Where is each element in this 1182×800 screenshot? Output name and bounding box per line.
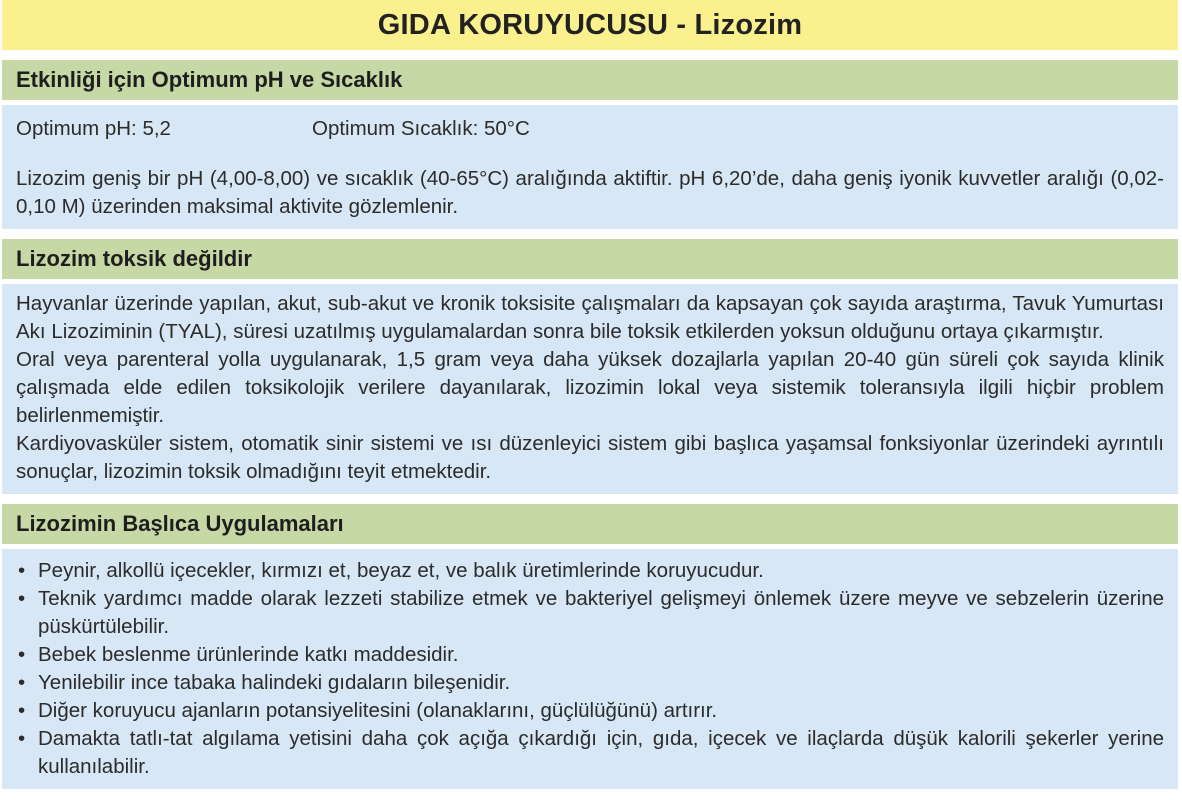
- section-heading-text: Lizozim toksik değildir: [16, 246, 252, 271]
- bullet-icon: •: [18, 727, 26, 750]
- page-title: GIDA KORUYUCUSU - Lizozim: [377, 8, 803, 41]
- section-heading-uygulamalar: [2, 504, 1178, 544]
- list-item: [16, 641, 1164, 669]
- list-item-text: Damakta tatlı-tat algılama yetisini daha çok açığa çıkardığı için, gıda, içecek ve ilaçlarda düşük kalorili şekerler yerine kullanılabilir.: [38, 727, 1164, 778]
- section-heading-text: Etkinliği için Optimum pH ve Sıcaklık: [16, 67, 403, 92]
- toksik-paragraph-2: Oral veya parenteral yolla uygulanarak, 1,5 gram veya daha yüksek dozajlarla yapılan 20-40 gün süreli çok sayıda klinik çalışmada elde edilen toksikolojik verilere dayanılarak, lizozimin lokal veya sistemik toleransıyla ilgili hiçbir problem belirlenmemiştir.: [16, 348, 1164, 427]
- section-heading-optimum: [2, 60, 1178, 100]
- section-content-uygulamalar: [2, 549, 1178, 789]
- section-heading-text: Lizozimin Başlıca Uygulamaları: [16, 511, 344, 536]
- toksik-paragraph-1: Hayvanlar üzerinde yapılan, akut, sub-akut ve kronik toksisite çalışmaları da kapsayan çok sayıda araştırma, Tavuk Yumurtası Akı Lizoziminin (TYAL), süresi uzatılmış uygulamalardan sonra bile toksik etkilerden yoksun olduğunu ortaya çıkarmıştır.: [16, 292, 1164, 343]
- optimum-paragraph: Lizozim geniş bir pH (4,00-8,00) ve sıcaklık (40-65°C) aralığında aktiftir. pH 6,20’de, daha geniş iyonik kuvvetler aralığı (0,02-0,10 M) üzerinden maksimal aktivite gözlemlenir.: [16, 167, 1164, 218]
- optimum-values-row: [16, 111, 1164, 143]
- toksik-paragraph-3: Kardiyovasküler sistem, otomatik sinir sistemi ve ısı düzenleyici sistem gibi başlıca yaşamsal fonksiyonlar üzerindeki ayrıntılı sonuçlar, lizozimin toksik olmadığını teyit etmektedir.: [16, 432, 1164, 483]
- bullet-icon: •: [18, 643, 26, 666]
- list-item-text: Diğer koruyucu ajanların potansiyelitesini (olanaklarını, güçlülüğünü) artırır.: [38, 699, 718, 722]
- optimum-ph-value: Optimum pH: 5,2: [16, 117, 171, 140]
- list-item: [16, 669, 1164, 697]
- bullet-icon: •: [18, 559, 26, 582]
- list-item-text: Peynir, alkollü içecekler, kırmızı et, beyaz et, ve balık üretimlerinde koruyucudur.: [38, 559, 764, 582]
- list-item-text: Bebek beslenme ürünlerinde katkı maddesidir.: [38, 643, 459, 666]
- bullet-icon: •: [18, 699, 26, 722]
- bullet-icon: •: [18, 671, 26, 694]
- section-uygulamalar: [2, 504, 1178, 789]
- list-item-text: Teknik yardımcı madde olarak lezzeti stabilize etmek ve bakteriyel gelişmeyi önlemek üzere meyve ve sebzelerin üzerine püskürtülebilir.: [38, 587, 1164, 638]
- section-heading-toksik: [2, 239, 1178, 279]
- optimum-temperature-value: Optimum Sıcaklık: 50°C: [312, 117, 530, 140]
- section-content-optimum: [2, 105, 1178, 229]
- list-item: [16, 697, 1164, 725]
- list-item: [16, 585, 1164, 641]
- applications-list: [16, 555, 1164, 781]
- list-item: [16, 725, 1164, 781]
- list-item-text: Yenilebilir ince tabaka halindeki gıdaların bileşenidir.: [38, 671, 511, 694]
- section-optimum-ph-sicaklik: [2, 60, 1178, 229]
- list-item: [16, 557, 1164, 585]
- section-content-toksik: [2, 284, 1178, 494]
- bullet-icon: •: [18, 587, 26, 610]
- section-toksik-degildir: [2, 239, 1178, 494]
- page-title-band: [2, 0, 1178, 50]
